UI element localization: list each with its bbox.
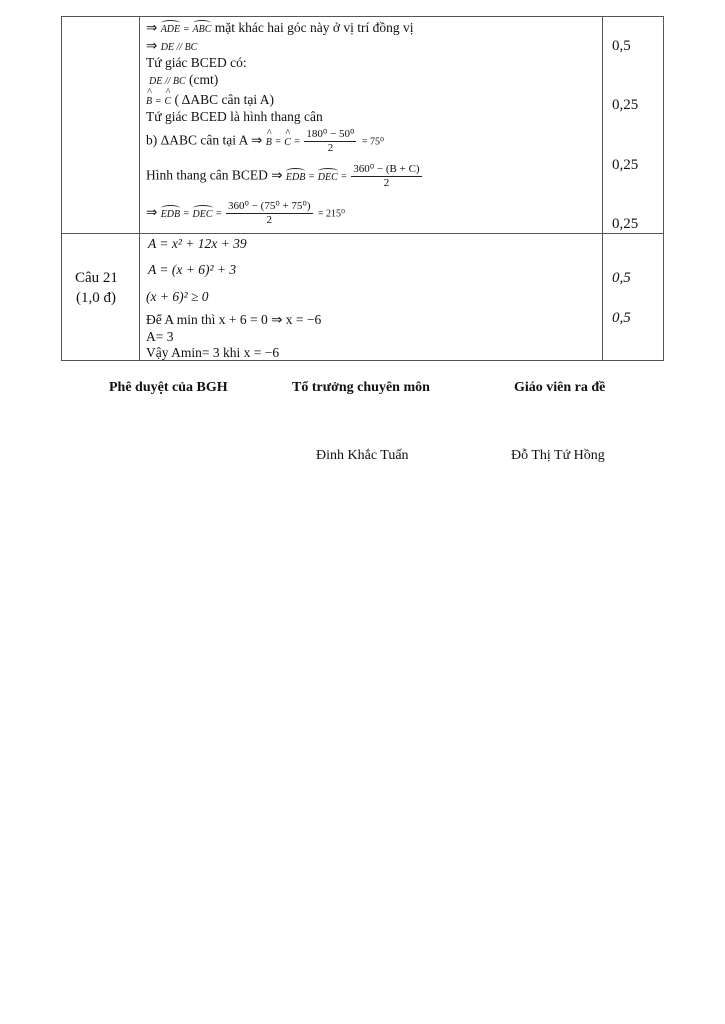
column-divider-2 bbox=[602, 16, 603, 361]
solution-line-8: Hình thang cân BCED ⇒ EDB = DEC = $\frac{\text{360⁰ − (B + C)}}{2}$ bbox=[146, 163, 420, 189]
row-divider bbox=[61, 233, 664, 234]
solution-line-1: ⇒ ADE = ABC mặt khác hai góc này ở vị trí đồng vị bbox=[146, 20, 414, 38]
solution-line-6: Tứ giác BCED là hình thang cân bbox=[146, 109, 323, 124]
score-cell: 0,25 bbox=[612, 216, 639, 232]
teacher-title: Giáo viên ra đề bbox=[514, 380, 606, 395]
solution-line-4: DE // BC (cmt) bbox=[149, 72, 219, 87]
solution-line-9: ⇒ EDB = DEC = $\frac{\text{360⁰ − (75⁰ + 75⁰)}}{2}$ = 215⁰ bbox=[146, 200, 346, 226]
fraction: $\frac{\text{360⁰ − (B + C)}}{2}$ bbox=[353, 163, 420, 189]
fraction: $\frac{\text{360⁰ − (75⁰ + 75⁰)}}{2}$ bbox=[228, 200, 311, 226]
question-points: (1,0 đ) bbox=[76, 290, 116, 306]
teacher-name: Đỗ Thị Tứ Hồng bbox=[511, 448, 605, 463]
question-label: Câu 21 bbox=[75, 270, 118, 286]
table-border-top bbox=[61, 16, 664, 17]
score-cell: 0,5 bbox=[612, 270, 631, 286]
table-border-right bbox=[663, 16, 664, 361]
solution-line-5: ^ B = ^ C ( ΔABC cân tại A) bbox=[146, 92, 274, 110]
solution-line-14: A= 3 bbox=[146, 329, 174, 344]
fraction: $\frac{\text{180⁰ − 50⁰}}{2}$ bbox=[306, 128, 355, 154]
score-cell: 0,25 bbox=[612, 157, 639, 173]
solution-line-11: A = (x + 6)² + 3 bbox=[148, 262, 237, 277]
head-of-department-name: Đinh Khắc Tuấn bbox=[316, 448, 409, 463]
solution-line-3: Tứ giác BCED có: bbox=[146, 55, 247, 70]
solution-line-2: ⇒ DE // BC bbox=[146, 38, 198, 53]
solution-line-15: Vậy Amin= 3 khi x = −6 bbox=[146, 345, 280, 360]
table-border-left bbox=[61, 16, 62, 361]
score-cell: 0,5 bbox=[612, 310, 631, 326]
score-cell: 0,5 bbox=[612, 38, 631, 54]
solution-line-13: Để A min thì x + 6 = 0 ⇒ x = −6 bbox=[146, 312, 322, 327]
approval-title: Phê duyệt của BGH bbox=[109, 380, 228, 395]
solution-line-12: (x + 6)² ≥ 0 bbox=[146, 289, 209, 304]
solution-line-7: b) ΔABC cân tại A ⇒ ^ B = ^ C = $\frac{\text{180⁰ − 50⁰}}{2}$ = 75⁰ bbox=[146, 128, 384, 155]
column-divider-1 bbox=[139, 16, 140, 361]
head-of-department-title: Tổ trưởng chuyên môn bbox=[292, 380, 430, 395]
solution-line-10: A = x² + 12x + 39 bbox=[148, 236, 247, 251]
score-cell: 0,25 bbox=[612, 97, 639, 113]
